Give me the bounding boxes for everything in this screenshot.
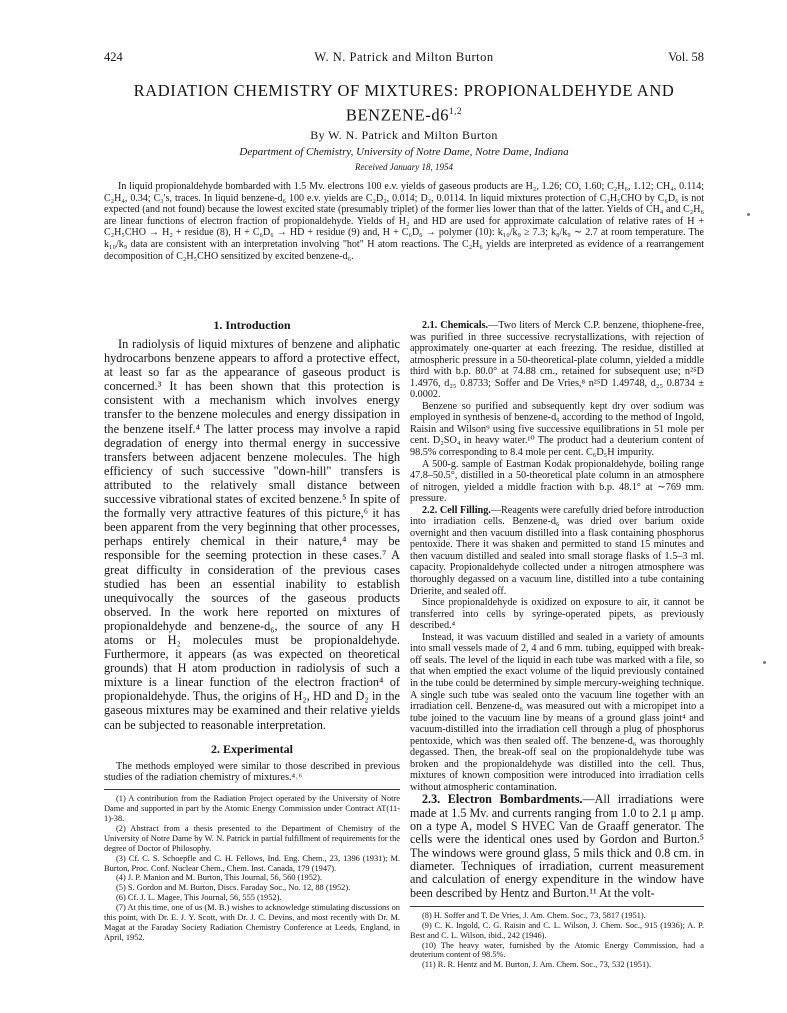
byline: By W. N. Patrick and Milton Burton	[310, 128, 498, 142]
footnote: (7) At this time, one of us (M. B.) wishes to acknowledge stimulating discussions on this point, with Dr. E. J. Y. Scott, with Dr. J. C. Devins, and most recently with Dr. M. Magat at the Faraday Society Radiation Chemistry Conference at Leeds, England, in April, 1952.	[104, 903, 400, 942]
experimental-text: The methods employed were similar to those described in previous studies of the radiation chemistry of mixtures.⁴˒⁶	[104, 760, 400, 783]
article-title	[104, 80, 704, 126]
experimental-heading: 2. Experimental	[211, 741, 293, 756]
introduction-heading: 1. Introduction	[213, 318, 291, 332]
chemicals-text: —Two liters of Merck C.P. benzene, thiophene-free, was purified in three successive recrystallizations, with rejection of approximately one-quarter at each freezing. The residue, distilled at atmospheric pressure in a 50-theoretical-plate column, yielded a middle third with b.p. 80.0° at 74.88 cm., retained for subsequent use; n²⁵D 1.4976, d₂₅ 0.8733; Soffer and De Vries,⁸ n²⁵D 1.49748, d₂₅ 0.8734 ± 0.0002.	[410, 320, 704, 401]
right-column	[410, 320, 704, 970]
bombardment-heading: 2.3. Electron Bombardments.	[422, 792, 583, 807]
chemicals-paragraph	[410, 320, 704, 401]
bombardment-text: —All irradiations were made at 1.5 Mv. and currents ranging from 1.0 to 2.1 μ amp. on a type A, model S HVEC Van de Graaff generator. The cells were the identical ones used by Gordon and Burton.⁵ The windows were ground glass, 5 mils thick and 0.8 cm. in diameter. Techniques of irradiation, current measurement and calculation of energy expenditure in the window have been described by Hentz and Burton.¹¹ At the volt-	[410, 792, 705, 900]
footnote-rule	[410, 906, 704, 907]
left-column	[104, 318, 400, 943]
affiliation: Department of Chemistry, University of Notre Dame, Notre Dame, Indiana	[239, 146, 569, 158]
abstract-text: In liquid propionaldehyde bombarded with 1.5 Mv. electrons 100 e.v. yields of gaseous products are H₂, 1.26; CO, 1.60; C₂H₆, 1.12; CH₄, 0.114; C₂H₄, 0.34; C₃'s, traces. In liquid benzene-d₆ 100 e.v. yields are C₂D₂, 0.014; D₂, 0.0114. In liquid mixtures protection of C₂H₅CHO by C₆D₆ is not expected (and not found) because the lowest excited state (presumably triplet) of the former lies lower than that of the latter. Yields of CH₄ and C₂H₆ are linear functions of electron fraction of propionaldehyde. Yields of H₂ and HD are used for approximate calculation of relative rates of H + C₂H₅CHO → H₂ + residue (8), H + C₆D₆ → HD + residue (9) and, H + C₆D₆ → polymer (10): k₁₀/k₉ ≥ 7.3; k₈/k₉ ∼ 2.7 at room temperature. The k₁₀/k₉ data are consistent with an interpretation involving "hot" H atom reactions. The C₂H₆ yields are interpreted as evidence of a rearrangement decomposition of C₂H₅CHO sensitized by excited benzene-d₆.	[104, 181, 704, 262]
received-date: Received January 18, 1954	[355, 162, 453, 172]
scan-speck	[763, 661, 766, 664]
introduction-text: In radiolysis of liquid mixtures of benzene and aliphatic hydrocarbons benzene appears to afford a protective effect, at least so far as the appearance of gaseous product is concerned.³ It has been shown that this protection is consistent with a mechanism which involves energy transfer to the benzene molecules and energy dissipation in the benzene itself.⁴ The latter process may involve a rapid degradation of energy into thermal energy in successive transfers between adjacent benzene molecules. The high efficiency of such successive "down-hill" transfers is attributed to the relatively small distance between successive vibrational states of excited benzene.⁵ In spite of the formally very attractive features of this picture,⁶ it has been apparent from the very beginning that other processes, perhaps entirely chemical in their nature,⁴ may be responsible for the seeming protection in these cases.⁷ A great difficulty in consideration of the previous cases studied has been an essential inability to establish unequivocally the sources of the gaseous products observed. In the work here reported on mixtures of propionaldehyde and benzene-d₆, the source of any H atoms or H₂ molecules must be propionaldehyde. Furthermore, it appears (as was expected on theoretical grounds) that H atom production in radiolysis of such a mixture is a linear function of the electron fraction⁴ of propionaldehyde. Thus, the origins of H₂, HD and D₂ in the gaseous mixtures may be examined and their relative yields can be subjected to reasonable interpretation.	[104, 337, 400, 732]
title-footnote-marks: 1,2	[449, 106, 463, 116]
volume-number: Vol. 58	[668, 50, 704, 64]
running-head	[104, 50, 704, 66]
propionaldehyde-paragraph: A 500-g. sample of Eastman Kodak propionaldehyde, boiling range 47.8–50.5°, distilled in a 50-theoretical plate column in an atmosphere of nitrogen, yielded a middle fraction with b.p. 48.1° at ∼769 mm. pressure.	[410, 458, 704, 505]
footnote-rule	[104, 789, 400, 790]
footnote: (2) Abstract from a thesis presented to the Department of Chemistry of the University of Notre Dame by W. N. Patrick in partial fulfillment of requirements for the degree of Doctor of Philosophy.	[104, 823, 400, 853]
abstract	[104, 181, 704, 262]
footnote: (3) Cf. C. S. Schoepfle and C. H. Fellows, Ind. Eng. Chem., 23, 1396 (1931); M. Burton, Proc. Conf. Nuclear Chem., Chem. Inst. Canada, 179 (1947).	[104, 853, 400, 873]
cell-filling-heading: 2.2. Cell Filling.	[422, 504, 491, 516]
footnote: (10) The heavy water, furnished by the Atomic Energy Commission, had a deuterium content of 98.5%.	[410, 940, 704, 960]
benzene-d6-paragraph: Benzene so purified and subsequently kept dry over sodium was employed in synthesis of benzene-d₆ according to the method of Ingold, Raisin and Wilson⁹ using five successive equilibrations in 51 mole per cent. D₂SO₄ in heavy water.¹⁰ The product had a deuterium content of 98.5% corresponding to 8.4 mole per cent. C₆D₅H impurity.	[410, 400, 704, 459]
vacuum-distill-paragraph: Instead, it was vacuum distilled and sealed in a variety of amounts into small vessels made of 2, 4 and 6 mm. tubing, equipped with break-off seals. The level of the liquid in each tube was marked with a file, so that when emptied the exact volume of the liquid previously contained in the tube could be determined by simple mercury-weighing technique. A single such tube was sealed onto the vacuum line together with an irradiation cell. Benzene-d₆ was measured out with a micropipet into a tube joined to the vacuum line by means of a ground glass joint⁴ and vacuum-distilled into the irradiation cell through a plug of phosphorus pentoxide, which was then sealed off. The benzene-d₆ was thoroughly degassed. Then, the break-off seal on the propionaldehyde tube was broken and the propionaldehyde was distilled into the cell. Thus, mixtures of known composition were introduced into irradiation cells without atmospheric contamination.	[410, 631, 704, 793]
footnote: (1) A contribution from the Radiation Project operated by the University of Notre Dame and supported in part by the Atomic Energy Commission under Contract AT(11-1)-38.	[104, 794, 400, 824]
footnote: (9) C. K. Ingold, C. G. Raisin and C. L. Wilson, J. Chem. Soc., 915 (1936); A. P. Best and C. L. Wilson, ibid., 242 (1946).	[410, 920, 704, 940]
bombardment-paragraph	[410, 793, 704, 899]
cell-filling-paragraph	[410, 505, 704, 597]
cell-filling-text: —Reagents were carefully dried before introduction into irradiation cells. Benzene-d₆ was dried over barium oxide overnight and then vacuum distilled into a flask containing phosphorus pentoxide. There it was shaken and permitted to stand 15 minutes and then vacuum distilled and sealed into small storage flasks of 1.5–3 ml. capacity. Propionaldehyde collected under a nitrogen atmosphere was thoroughly degassed on a vacuum line, distilled into a tube containing Drierite, and sealed off.	[410, 504, 704, 597]
footnote: (5) S. Gordon and M. Burton, Discs. Faraday Soc., No. 12, 88 (1952).	[116, 883, 351, 893]
footnote: (11) R. R. Hentz and M. Burton, J. Am. Chem. Soc., 73, 532 (1951).	[422, 960, 652, 970]
running-authors: W. N. Patrick and Milton Burton	[314, 50, 494, 64]
right-footnotes	[410, 911, 704, 970]
footnote: (4) J. P. Manion and M. Burton, This Journal, 56, 560 (1952).	[116, 873, 322, 883]
article-title-text: RADIATION CHEMISTRY OF MIXTURES: PROPIONALDEHYDE AND BENZENE-d6	[133, 81, 675, 125]
left-footnotes	[104, 794, 400, 943]
oxidation-paragraph: Since propionaldehyde is oxidized on exposure to air, it cannot be transferred into cells by syringe-operated pipets, as previously described.⁴	[410, 597, 704, 632]
page-number: 424	[104, 50, 123, 64]
chemicals-heading: 2.1. Chemicals.	[422, 320, 489, 331]
footnote: (6) Cf. J. L. Magee, This Journal, 56, 555 (1952).	[116, 893, 282, 903]
footnote: (8) H. Soffer and T. De Vries, J. Am. Chem. Soc., 73, 5817 (1951).	[422, 910, 646, 920]
scan-speck	[747, 213, 750, 216]
